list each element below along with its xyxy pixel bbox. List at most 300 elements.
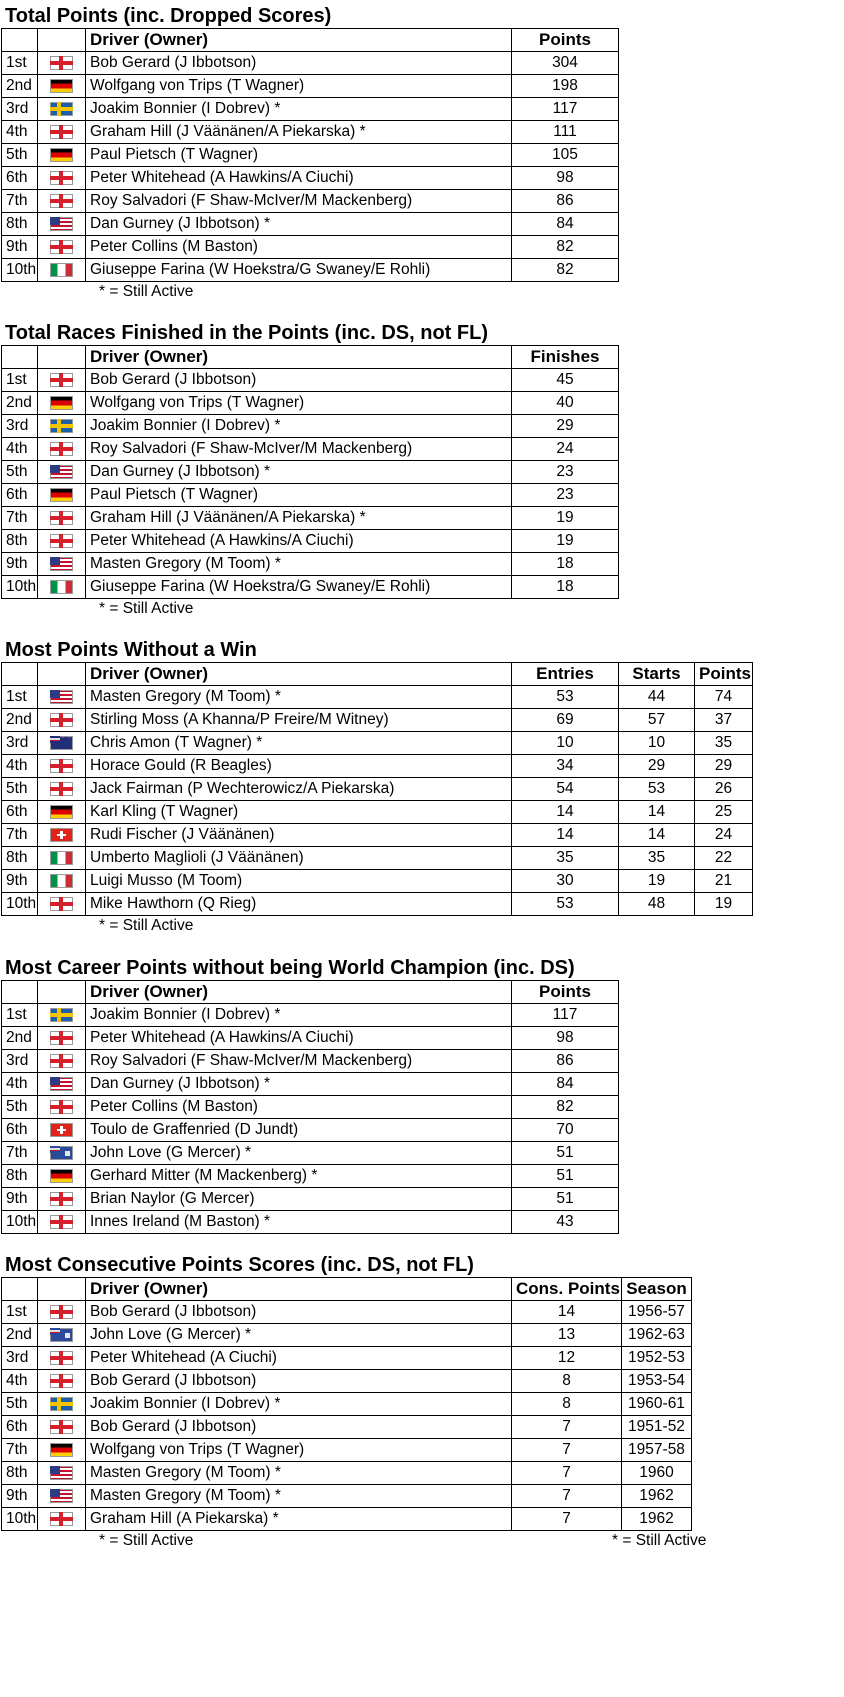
england-flag-icon: [50, 713, 73, 727]
value-cell: 1956-57: [622, 1301, 692, 1324]
value-cell: 14: [512, 801, 619, 824]
driver-cell: Masten Gregory (M Toom) *: [86, 1462, 512, 1485]
header-row: [2, 29, 619, 52]
table-total-finishes: [1, 345, 619, 599]
table-row: [2, 461, 619, 484]
position-cell: 4th: [2, 438, 38, 461]
position-cell: 2nd: [2, 1324, 38, 1347]
value-cell: 24: [695, 824, 753, 847]
value-cell: 53: [512, 686, 619, 709]
flag-cell: [38, 1324, 86, 1347]
header-cell: Points: [512, 981, 619, 1004]
table-row: [2, 1188, 619, 1211]
position-cell: 10th: [2, 259, 38, 282]
flag-cell: [38, 1119, 86, 1142]
usa-flag-icon: [50, 465, 73, 479]
header-cell: Points: [512, 29, 619, 52]
driver-cell: Masten Gregory (M Toom) *: [86, 553, 512, 576]
value-cell: 105: [512, 144, 619, 167]
position-cell: 1st: [2, 1301, 38, 1324]
value-cell: 1962: [622, 1485, 692, 1508]
position-cell: 3rd: [2, 1050, 38, 1073]
table-row: [2, 121, 619, 144]
header-cell: Driver (Owner): [86, 29, 512, 52]
italy-flag-icon: [50, 263, 73, 277]
flag-cell: [38, 236, 86, 259]
still-active-note: * = Still Active: [99, 917, 194, 934]
flag-cell: [38, 1416, 86, 1439]
position-cell: 1st: [2, 1004, 38, 1027]
position-cell: 3rd: [2, 98, 38, 121]
driver-cell: Joakim Bonnier (I Dobrev) *: [86, 1004, 512, 1027]
table-row: [2, 415, 619, 438]
table-row: [2, 824, 753, 847]
driver-cell: Dan Gurney (J Ibbotson) *: [86, 1073, 512, 1096]
value-cell: 82: [512, 1096, 619, 1119]
value-cell: 35: [695, 732, 753, 755]
flag-cell: [38, 1073, 86, 1096]
table-row: [2, 1370, 692, 1393]
value-cell: 74: [695, 686, 753, 709]
value-cell: 24: [512, 438, 619, 461]
driver-cell: Joakim Bonnier (I Dobrev) *: [86, 415, 512, 438]
header-cell: Driver (Owner): [86, 346, 512, 369]
england-flag-icon: [50, 373, 73, 387]
flag-cell: [38, 686, 86, 709]
header-cell: Points: [695, 663, 753, 686]
value-cell: 26: [695, 778, 753, 801]
driver-cell: Paul Pietsch (T Wagner): [86, 144, 512, 167]
england-flag-icon: [50, 194, 73, 208]
position-cell: 4th: [2, 755, 38, 778]
table-row: [2, 1096, 619, 1119]
still-active-note: * = Still Active: [99, 1532, 194, 1549]
table-row: [2, 1508, 692, 1531]
position-cell: 4th: [2, 121, 38, 144]
position-cell: 10th: [2, 1211, 38, 1234]
driver-cell: Horace Gould (R Beagles): [86, 755, 512, 778]
position-cell: 8th: [2, 1462, 38, 1485]
value-cell: 1960: [622, 1462, 692, 1485]
germany-flag-icon: [50, 396, 73, 410]
header-cell: Driver (Owner): [86, 663, 512, 686]
value-cell: 53: [512, 893, 619, 916]
table-row: [2, 755, 753, 778]
driver-cell: Joakim Bonnier (I Dobrev) *: [86, 98, 512, 121]
flag-cell: [38, 1004, 86, 1027]
value-cell: 1952-53: [622, 1347, 692, 1370]
value-cell: 51: [512, 1142, 619, 1165]
usa-flag-icon: [50, 557, 73, 571]
table-row: [2, 1485, 692, 1508]
value-cell: 35: [619, 847, 695, 870]
value-cell: 98: [512, 167, 619, 190]
position-cell: 9th: [2, 870, 38, 893]
switzerland-flag-icon: [50, 828, 73, 842]
value-cell: 18: [512, 576, 619, 599]
position-cell: 1st: [2, 686, 38, 709]
position-cell: 3rd: [2, 1347, 38, 1370]
value-cell: 23: [512, 461, 619, 484]
header-row: [2, 346, 619, 369]
flag-cell: [38, 369, 86, 392]
header-cell: Cons. Points: [512, 1278, 622, 1301]
table-row: [2, 190, 619, 213]
driver-cell: Karl Kling (T Wagner): [86, 801, 512, 824]
header-cell: [38, 1278, 86, 1301]
driver-cell: John Love (G Mercer) *: [86, 1142, 512, 1165]
flag-cell: [38, 1027, 86, 1050]
header-cell: Finishes: [512, 346, 619, 369]
england-flag-icon: [50, 534, 73, 548]
england-flag-icon: [50, 897, 73, 911]
table-row: [2, 1416, 692, 1439]
table-row: [2, 1165, 619, 1188]
flag-cell: [38, 870, 86, 893]
flag-cell: [38, 1142, 86, 1165]
value-cell: 19: [695, 893, 753, 916]
switzerland-flag-icon: [50, 1123, 73, 1137]
position-cell: 6th: [2, 167, 38, 190]
flag-cell: [38, 1347, 86, 1370]
flag-cell: [38, 755, 86, 778]
flag-cell: [38, 553, 86, 576]
value-cell: 18: [512, 553, 619, 576]
position-cell: 2nd: [2, 75, 38, 98]
header-cell: [38, 29, 86, 52]
position-cell: 4th: [2, 1370, 38, 1393]
flag-cell: [38, 1462, 86, 1485]
driver-cell: Dan Gurney (J Ibbotson) *: [86, 213, 512, 236]
driver-cell: Bob Gerard (J Ibbotson): [86, 1370, 512, 1393]
flag-cell: [38, 121, 86, 144]
driver-cell: Peter Whitehead (A Hawkins/A Ciuchi): [86, 530, 512, 553]
position-cell: 9th: [2, 1485, 38, 1508]
table-row: [2, 144, 619, 167]
position-cell: 5th: [2, 1393, 38, 1416]
table-row: [2, 1027, 619, 1050]
value-cell: 13: [512, 1324, 622, 1347]
table-row: [2, 553, 619, 576]
england-flag-icon: [50, 1374, 73, 1388]
flag-cell: [38, 576, 86, 599]
driver-cell: Joakim Bonnier (I Dobrev) *: [86, 1393, 512, 1416]
driver-cell: Stirling Moss (A Khanna/P Freire/M Witney): [86, 709, 512, 732]
header-cell: Starts: [619, 663, 695, 686]
value-cell: 53: [619, 778, 695, 801]
table-row: [2, 778, 753, 801]
sweden-flag-icon: [50, 1008, 73, 1022]
table-row: [2, 1142, 619, 1165]
usa-flag-icon: [50, 1489, 73, 1503]
flag-cell: [38, 1439, 86, 1462]
section-title: Most Career Points without being World Champion (inc. DS): [5, 957, 575, 979]
value-cell: 37: [695, 709, 753, 732]
header-cell: Driver (Owner): [86, 981, 512, 1004]
position-cell: 5th: [2, 1096, 38, 1119]
position-cell: 10th: [2, 576, 38, 599]
value-cell: 12: [512, 1347, 622, 1370]
england-flag-icon: [50, 56, 73, 70]
value-cell: 117: [512, 1004, 619, 1027]
england-flag-icon: [50, 1512, 73, 1526]
value-cell: 40: [512, 392, 619, 415]
table-row: [2, 870, 753, 893]
usa-flag-icon: [50, 217, 73, 231]
table-row: [2, 1119, 619, 1142]
flag-cell: [38, 1301, 86, 1324]
value-cell: 14: [619, 824, 695, 847]
germany-flag-icon: [50, 1169, 73, 1183]
position-cell: 2nd: [2, 709, 38, 732]
value-cell: 35: [512, 847, 619, 870]
england-flag-icon: [50, 1054, 73, 1068]
position-cell: 5th: [2, 144, 38, 167]
value-cell: 70: [512, 1119, 619, 1142]
value-cell: 23: [512, 484, 619, 507]
driver-cell: Graham Hill (J Väänänen/A Piekarska) *: [86, 507, 512, 530]
flag-cell: [38, 778, 86, 801]
position-cell: 9th: [2, 553, 38, 576]
table-row: [2, 236, 619, 259]
value-cell: 29: [695, 755, 753, 778]
header-cell: [2, 346, 38, 369]
england-flag-icon: [50, 1100, 73, 1114]
section-title: Most Consecutive Points Scores (inc. DS, not FL): [5, 1254, 474, 1276]
flag-cell: [38, 1050, 86, 1073]
value-cell: 14: [512, 824, 619, 847]
value-cell: 19: [512, 530, 619, 553]
value-cell: 1957-58: [622, 1439, 692, 1462]
flag-cell: [38, 438, 86, 461]
value-cell: 57: [619, 709, 695, 732]
flag-cell: [38, 484, 86, 507]
driver-cell: Dan Gurney (J Ibbotson) *: [86, 461, 512, 484]
table-row: [2, 1050, 619, 1073]
still-active-note: * = Still Active: [99, 600, 194, 617]
value-cell: 54: [512, 778, 619, 801]
table-row: [2, 52, 619, 75]
table-row: [2, 1324, 692, 1347]
sweden-flag-icon: [50, 102, 73, 116]
value-cell: 29: [619, 755, 695, 778]
flag-cell: [38, 1165, 86, 1188]
header-cell: [2, 663, 38, 686]
table-row: [2, 484, 619, 507]
value-cell: 84: [512, 213, 619, 236]
value-cell: 14: [619, 801, 695, 824]
table-row: [2, 1211, 619, 1234]
driver-cell: Graham Hill (A Piekarska) *: [86, 1508, 512, 1531]
value-cell: 34: [512, 755, 619, 778]
flag-cell: [38, 415, 86, 438]
driver-cell: Toulo de Graffenried (D Jundt): [86, 1119, 512, 1142]
position-cell: 7th: [2, 507, 38, 530]
table-row: [2, 709, 753, 732]
flag-cell: [38, 259, 86, 282]
driver-cell: Graham Hill (J Väänänen/A Piekarska) *: [86, 121, 512, 144]
header-cell: [2, 1278, 38, 1301]
flag-cell: [38, 167, 86, 190]
table-row: [2, 1073, 619, 1096]
flag-cell: [38, 461, 86, 484]
value-cell: 10: [619, 732, 695, 755]
england-flag-icon: [50, 171, 73, 185]
flag-cell: [38, 1393, 86, 1416]
position-cell: 1st: [2, 52, 38, 75]
driver-cell: Luigi Musso (M Toom): [86, 870, 512, 893]
driver-cell: Peter Whitehead (A Ciuchi): [86, 1347, 512, 1370]
value-cell: 44: [619, 686, 695, 709]
position-cell: 2nd: [2, 1027, 38, 1050]
value-cell: 22: [695, 847, 753, 870]
value-cell: 25: [695, 801, 753, 824]
flag-cell: [38, 1370, 86, 1393]
germany-flag-icon: [50, 79, 73, 93]
driver-cell: Paul Pietsch (T Wagner): [86, 484, 512, 507]
driver-cell: Wolfgang von Trips (T Wagner): [86, 75, 512, 98]
flag-cell: [38, 190, 86, 213]
table-points-without-win: [1, 662, 753, 916]
england-flag-icon: [50, 125, 73, 139]
position-cell: 7th: [2, 824, 38, 847]
table-consecutive-points: [1, 1277, 692, 1531]
driver-cell: Peter Whitehead (A Hawkins/A Ciuchi): [86, 1027, 512, 1050]
flag-cell: [38, 1508, 86, 1531]
position-cell: 6th: [2, 1416, 38, 1439]
table-row: [2, 507, 619, 530]
england-flag-icon: [50, 1192, 73, 1206]
england-flag-icon: [50, 240, 73, 254]
table-row: [2, 369, 619, 392]
england-flag-icon: [50, 1031, 73, 1045]
flag-cell: [38, 709, 86, 732]
value-cell: 29: [512, 415, 619, 438]
flag-cell: [38, 1211, 86, 1234]
table-row: [2, 1462, 692, 1485]
value-cell: 43: [512, 1211, 619, 1234]
table-row: [2, 1004, 619, 1027]
driver-cell: Umberto Maglioli (J Väänänen): [86, 847, 512, 870]
england-flag-icon: [50, 782, 73, 796]
value-cell: 1960-61: [622, 1393, 692, 1416]
driver-cell: Bob Gerard (J Ibbotson): [86, 1416, 512, 1439]
flag-cell: [38, 801, 86, 824]
germany-flag-icon: [50, 488, 73, 502]
section-title: Total Races Finished in the Points (inc. DS, not FL): [5, 322, 488, 344]
sweden-flag-icon: [50, 419, 73, 433]
table-row: [2, 259, 619, 282]
table-career-points-no-title: [1, 980, 619, 1234]
position-cell: 5th: [2, 778, 38, 801]
value-cell: 48: [619, 893, 695, 916]
value-cell: 8: [512, 1393, 622, 1416]
table-row: [2, 1347, 692, 1370]
value-cell: 8: [512, 1370, 622, 1393]
position-cell: 6th: [2, 801, 38, 824]
value-cell: 1953-54: [622, 1370, 692, 1393]
germany-flag-icon: [50, 148, 73, 162]
value-cell: 84: [512, 1073, 619, 1096]
table-row: [2, 98, 619, 121]
value-cell: 7: [512, 1462, 622, 1485]
usa-flag-icon: [50, 1077, 73, 1091]
rhodesia-flag-icon: [50, 1328, 73, 1342]
header-cell: [38, 663, 86, 686]
header-cell: Season: [622, 1278, 692, 1301]
value-cell: 21: [695, 870, 753, 893]
position-cell: 6th: [2, 1119, 38, 1142]
england-flag-icon: [50, 759, 73, 773]
flag-cell: [38, 893, 86, 916]
table-row: [2, 392, 619, 415]
value-cell: 1962: [622, 1508, 692, 1531]
driver-cell: Innes Ireland (M Baston) *: [86, 1211, 512, 1234]
flag-cell: [38, 52, 86, 75]
value-cell: 14: [512, 1301, 622, 1324]
position-cell: 4th: [2, 1073, 38, 1096]
value-cell: 51: [512, 1165, 619, 1188]
england-flag-icon: [50, 1351, 73, 1365]
driver-cell: Peter Collins (M Baston): [86, 1096, 512, 1119]
value-cell: 30: [512, 870, 619, 893]
rhodesia-flag-icon: [50, 1146, 73, 1160]
flag-cell: [38, 1485, 86, 1508]
header-cell: [38, 346, 86, 369]
driver-cell: Masten Gregory (M Toom) *: [86, 1485, 512, 1508]
table-row: [2, 167, 619, 190]
still-active-note: * = Still Active: [99, 283, 194, 300]
table-total-points: [1, 28, 619, 282]
position-cell: 2nd: [2, 392, 38, 415]
england-flag-icon: [50, 511, 73, 525]
header-cell: [2, 981, 38, 1004]
position-cell: 7th: [2, 1439, 38, 1462]
driver-cell: Jack Fairman (P Wechterowicz/A Piekarska): [86, 778, 512, 801]
header-cell: [38, 981, 86, 1004]
value-cell: 82: [512, 236, 619, 259]
table-row: [2, 1439, 692, 1462]
position-cell: 8th: [2, 847, 38, 870]
italy-flag-icon: [50, 851, 73, 865]
driver-cell: Bob Gerard (J Ibbotson): [86, 369, 512, 392]
value-cell: 82: [512, 259, 619, 282]
header-row: [2, 981, 619, 1004]
flag-cell: [38, 98, 86, 121]
position-cell: 5th: [2, 461, 38, 484]
driver-cell: Wolfgang von Trips (T Wagner): [86, 392, 512, 415]
table-row: [2, 213, 619, 236]
flag-cell: [38, 847, 86, 870]
value-cell: 117: [512, 98, 619, 121]
value-cell: 1951-52: [622, 1416, 692, 1439]
driver-cell: Rudi Fischer (J Väänänen): [86, 824, 512, 847]
table-row: [2, 530, 619, 553]
table-row: [2, 801, 753, 824]
table-row: [2, 1393, 692, 1416]
driver-cell: Roy Salvadori (F Shaw-McIver/M Mackenberg): [86, 190, 512, 213]
driver-cell: Gerhard Mitter (M Mackenberg) *: [86, 1165, 512, 1188]
flag-cell: [38, 1096, 86, 1119]
italy-flag-icon: [50, 874, 73, 888]
table-row: [2, 576, 619, 599]
position-cell: 8th: [2, 1165, 38, 1188]
table-row: [2, 732, 753, 755]
table-row: [2, 847, 753, 870]
value-cell: 304: [512, 52, 619, 75]
usa-flag-icon: [50, 690, 73, 704]
driver-cell: Mike Hawthorn (Q Rieg): [86, 893, 512, 916]
